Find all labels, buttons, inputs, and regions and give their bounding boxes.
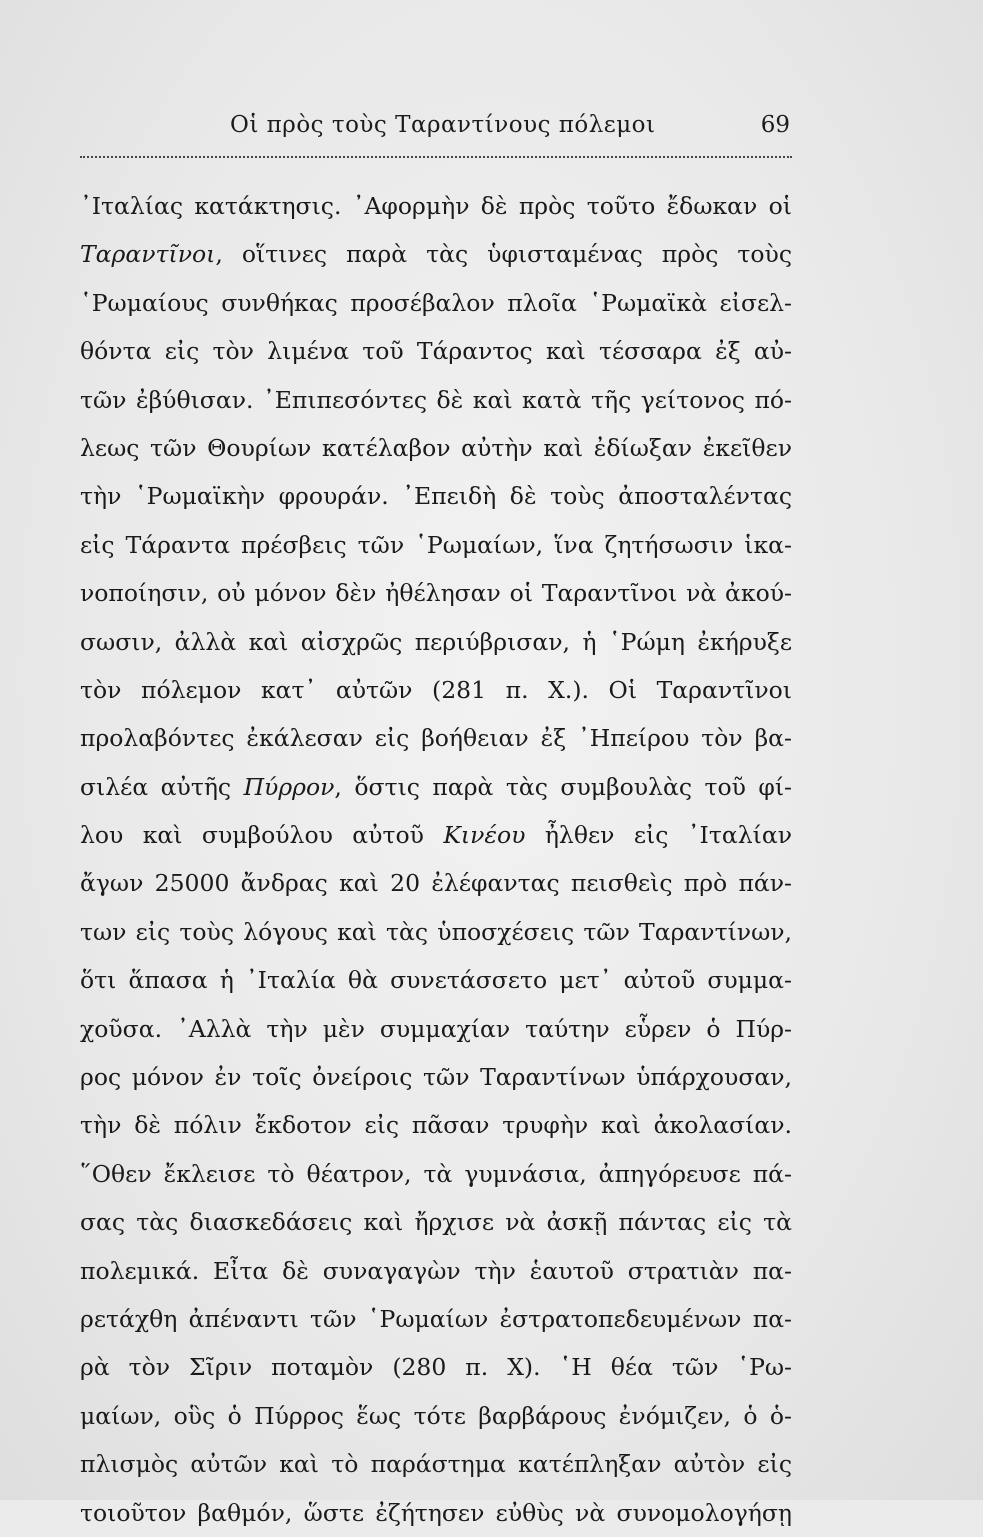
text-line: τὴν δὲ πόλιν ἔκδοτον εἰς πᾶσαν τρυφὴν καὶ ἀκολασίαν.: [80, 1111, 792, 1140]
text-line: τῶν ἐβύθισαν. ᾿Επιπεσόντες δὲ καὶ κατὰ τῆς γείτονος πό-: [80, 385, 792, 414]
text-line: ρὰ τὸν Σῖριν ποταμὸν (280 π. Χ). ῾Η θέα τῶν ῾Ρω-: [80, 1353, 792, 1382]
text-line: μαίων, οὓς ὁ Πύρρος ἕως τότε βαρβάρους ἐνόμιζεν, ὁ ὁ-: [80, 1401, 792, 1430]
text-line: ὅτι ἅπασα ἡ ᾿Ιταλία θὰ συνετάσσετο μετ᾿ αὐτοῦ συμμα-: [80, 966, 792, 995]
running-title: Οἱ πρὸς τοὺς Ταραντίνους πόλεμοι: [230, 112, 656, 138]
text-line: τὸν πόλεμον κατ᾿ αὐτῶν (281 π. Χ.). Οἱ Ταραντῖνοι: [80, 675, 792, 704]
italic-name: Πύρρον: [243, 772, 335, 801]
text-line: σιλέα αὐτῆς Πύρρον, ὅστις παρὰ τὰς συμβουλὰς τοῦ φί-: [80, 772, 792, 801]
text-line: των εἰς τοὺς λόγους καὶ τὰς ὑποσχέσεις τῶν Ταραντίνων,: [80, 917, 792, 946]
text-line: λεως τῶν Θουρίων κατέλαβον αὐτὴν καὶ ἐδίωξαν ἐκεῖθεν: [80, 433, 792, 462]
body-text: [80, 182, 792, 1537]
text-line: τοιοῦτον βαθμόν, ὥστε ἐζήτησεν εὐθὺς νὰ συνομολογήσῃ: [80, 1498, 792, 1527]
text-line: ρος μόνον ἐν τοῖς ὀνείροις τῶν Ταραντίνων ὑπάρχουσαν,: [80, 1063, 792, 1092]
text-line: τὴν ῾Ρωμαϊκὴν φρουράν. ᾿Επειδὴ δὲ τοὺς ἀποσταλέντας: [80, 482, 792, 511]
text-line: σας τὰς διασκεδάσεις καὶ ἤρχισε νὰ ἀσκῇ πάντας εἰς τὰ: [80, 1208, 792, 1237]
italic-name: Κινέου: [443, 821, 526, 850]
text-line: λου καὶ συμβούλου αὐτοῦ Κινέου ἦλθεν εἰς ᾿Ιταλίαν: [80, 821, 792, 850]
text-line: θόντα εἰς τὸν λιμένα τοῦ Τάραντος καὶ τέσσαρα ἐξ αὐ-: [80, 337, 792, 366]
page-number: 69: [760, 112, 790, 138]
text-line: χοῦσα. ᾿Αλλὰ τὴν μὲν συμμαχίαν ταύτην εὗρεν ὁ Πύρ-: [80, 1014, 792, 1043]
italic-name: Ταραντῖνοι: [80, 240, 216, 269]
text-line: ῾Ρωμαίους συνθήκας προσέβαλον πλοῖα ῾Ρωμαϊκὰ εἰσελ-: [80, 288, 792, 317]
text-line: ἄγων 25000 ἄνδρας καὶ 20 ἐλέφαντας πεισθεὶς πρὸ πάν-: [80, 869, 792, 898]
header-rule: [80, 156, 792, 158]
text-line: σωσιν, ἀλλὰ καὶ αἰσχρῶς περιύβρισαν, ἡ ῾Ρώμη ἐκήρυξε: [80, 627, 792, 656]
text-line: Ταραντῖνοι, οἵτινες παρὰ τὰς ὑφισταμένας πρὸς τοὺς: [80, 240, 792, 269]
text-line: ρετάχθη ἀπέναντι τῶν ῾Ρωμαίων ἐστρατοπεδευμένων πα-: [80, 1304, 792, 1333]
text-line: πλισμὸς αὐτῶν καὶ τὸ παράστημα κατέπληξαν αὐτὸν εἰς: [80, 1450, 792, 1479]
text-line: ῞Οθεν ἔκλεισε τὸ θέατρον, τὰ γυμνάσια, ἀπηγόρευσε πά-: [80, 1159, 792, 1188]
text-line: προλαβόντες ἐκάλεσαν εἰς βοήθειαν ἐξ ᾿Ηπείρου τὸν βα-: [80, 724, 792, 753]
text-line: εἰς Τάραντα πρέσβεις τῶν ῾Ρωμαίων, ἵνα ζητήσωσιν ἱκα-: [80, 530, 792, 559]
text-line: πολεμικά. Εἶτα δὲ συναγαγὼν τὴν ἑαυτοῦ στρατιὰν πα-: [80, 1256, 792, 1285]
text-line: νοποίησιν, οὐ μόνον δὲν ἠθέλησαν οἱ Ταραντῖνοι νὰ ἀκού-: [80, 579, 792, 608]
text-line: ᾿Ιταλίας κατάκτησις. ᾿Αφορμὴν δὲ πρὸς τοῦτο ἔδωκαν οἱ: [80, 192, 792, 220]
running-head: [80, 108, 792, 148]
